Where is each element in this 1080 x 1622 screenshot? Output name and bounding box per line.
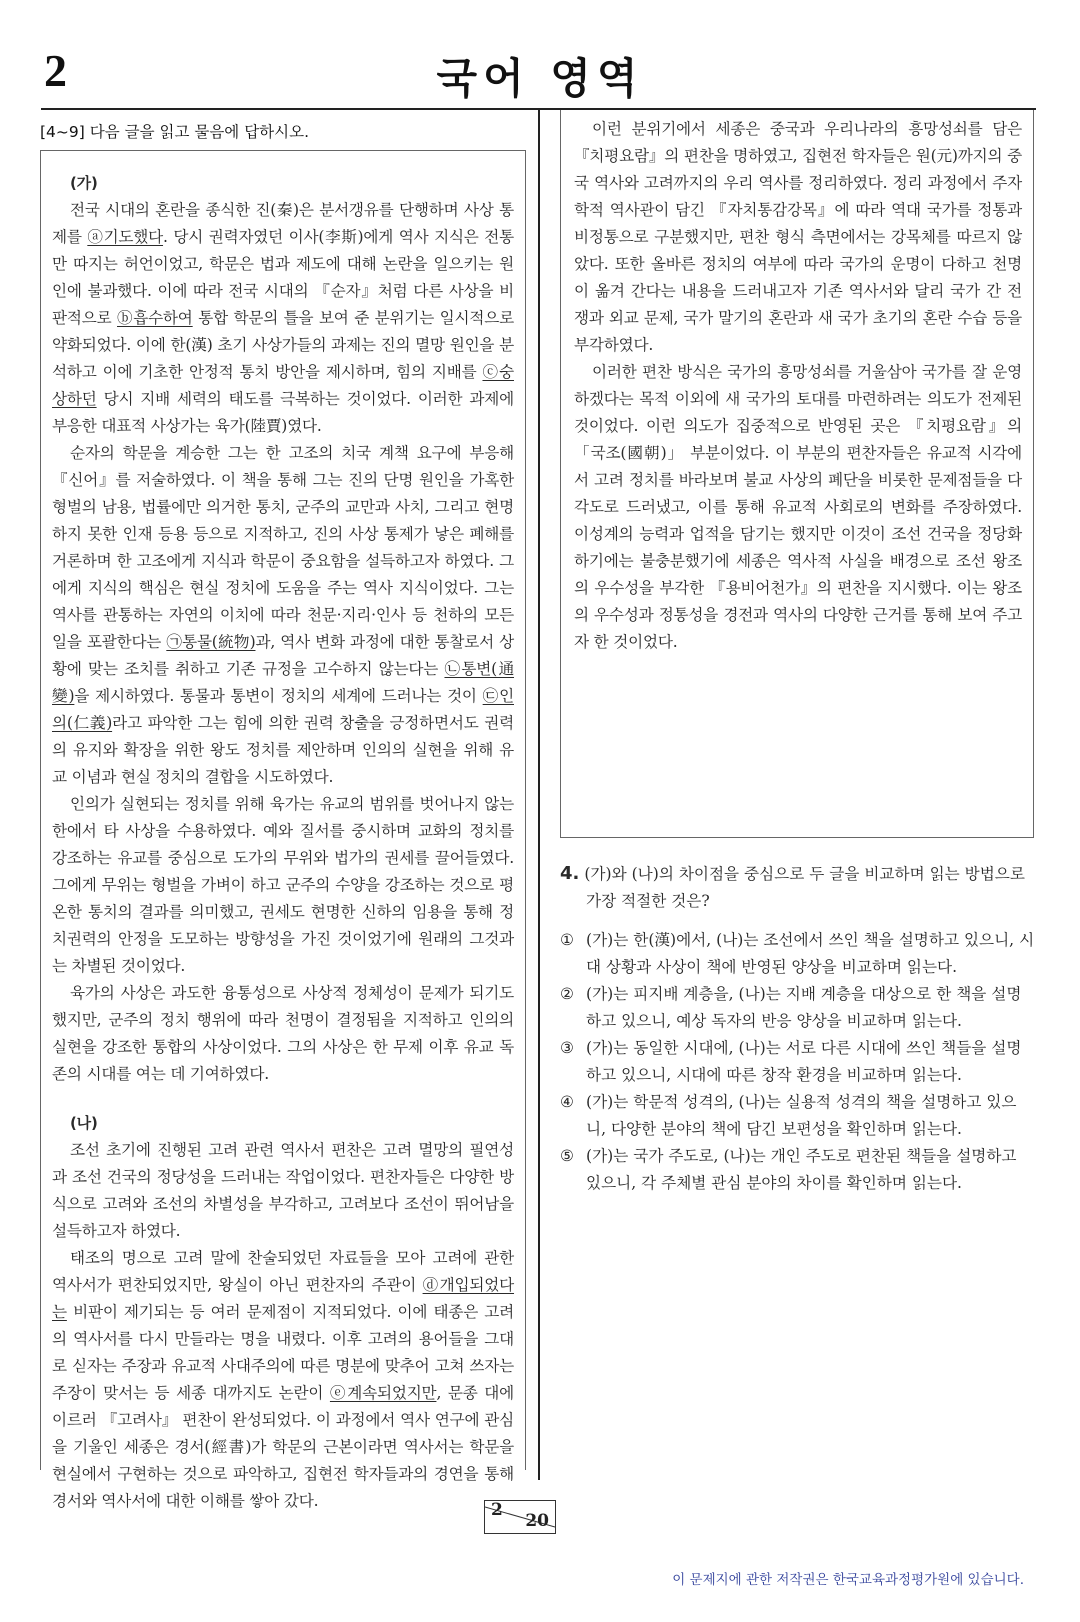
choice-5[interactable]: ⑤ (가)는 국가 주도로, (나)는 개인 주도로 편찬된 책들을 설명하고 있으니, 각 주체별 관심 분야의 차이를 확인하며 읽는다. xyxy=(560,1147,1017,1192)
answer-choices xyxy=(560,927,1036,1197)
copyright-notice: 이 문제지에 관한 저작권은 한국교육과정평가원에 있습니다. xyxy=(672,1572,1024,1588)
page-title: 국어 영역 xyxy=(436,54,644,103)
choice-2[interactable]: ② (가)는 피지배 계층을, (나)는 지배 계층을 대상으로 한 책을 설명하고 있으니, 예상 독자의 반응 양상을 비교하며 읽는다. xyxy=(560,985,1022,1030)
passage-na-paragraph-2-start: 태조의 명으로 고려 말에 찬술되었던 자료들을 모아 고려에 관한 역사서가 편찬되었지만, 왕실이 아닌 편찬자의 주관이 ⓓ개입되었다는 비판이 제기되는 등 여러 문제점이 지적되었다. 이에 태종은 고려의 역사서를 다시 만들라는 명을 내렸다. 이후 고려의 용어들을 그대로 싣자는 주장과 유교적 사대주의에 따른 명분에 맞추어 고쳐 쓰자는 주장이 맞서는 등 세종 대까지도 논란이 ⓔ계속되었지만, 문종 대에 이르러 『고려사』 편찬이 완성되었다. 이 과정에서 역사 연구에 관심을 기울인 세종은 경서(經書)가 학문의 근본이라면 역사서는 학문을 현실에서 구현하는 것으로 파악하고, 집현전 학자들과의 경연을 통해 경서와 역사서에 대한 이해를 쌓아 갔다. xyxy=(52,1249,515,1510)
underlined-inui: ㉢인의(仁義) xyxy=(52,687,514,732)
question-number: 4. xyxy=(560,863,580,884)
page-number: 2 xyxy=(44,45,67,96)
passage-ga-paragraph-4: 육가의 사상은 과도한 융통성으로 사상적 정체성이 문제가 되기도 했지만, 군주의 정치 행위에 따라 천명이 결정됨을 지적하고 인의의 실현을 강조한 통합의 사상이었다. 그의 사상은 한 무제 이후 유교 독존의 시대를 여는 데 기여하였다. xyxy=(52,984,514,1083)
passage-ga-paragraph-2: 순자의 학문을 계승한 그는 한 고조의 치국 계책 요구에 부응해 『신어』를 저술하였다. 이 책을 통해 그는 진의 단명 원인을 가혹한 형벌의 남용, 법률에만 의거한 통치, 군주의 교만과 사치, 그리고 현명하지 못한 인재 등용 등으로 지적하고, 진의 사상 통제가 낳은 폐해를 거론하며 한 고조에게 지식과 학문이 중요함을 설득하고자 하였다. 그에게 지식의 핵심은 현실 정치에 도움을 주는 역사 지식이었다. 그는 역사를 관통하는 자연의 이치에 따라 천문·지리·인사 등 천하의 모든 일을 포괄한다는 ㉠통물(統物)과, 역사 변화 과정에 대한 통찰로서 상황에 맞는 조치를 취하고 기존 규정을 고수하지 않는다는 ㉡통변(通變)을 제시하였다. 통물과 통변이 정치의 세계에 드러나는 것이 ㉢인의(仁義)라고 파악한 그는 힘에 의한 권력 창출을 긍정하면서도 권력의 유지와 확장을 위한 왕도 정치를 제안하며 인의의 실현을 위해 유교 이념과 현실 정치의 결합을 시도하였다. xyxy=(52,444,515,786)
choice-1[interactable]: ① (가)는 한(漢)에서, (나)는 조선에서 쓰인 책을 설명하고 있으니, 시대 상황과 사상이 책에 반영된 양상을 비교하며 읽는다. xyxy=(560,931,1035,976)
underlined-d: ⓓ개입되었다는 xyxy=(52,1276,515,1321)
pager-current: 2 xyxy=(491,1500,503,1520)
passage-left-column xyxy=(52,170,514,1515)
passage-ga-paragraph-1: 전국 시대의 혼란을 종식한 진(秦)은 분서갱유를 단행하며 사상 통제를 ⓐ기도했다. 당시 권력자였던 이사(李斯)에게 역사 지식은 전통만 따지는 허언이었고, 학문은 법과 제도에 대해 논란을 일으키는 원인에 불과했다. 이에 따라 전국 시대의 『순자』처럼 다른 사상을 비판적으로 ⓑ흡수하여 통합 학문의 틀을 보여 준 분위기는 일시적으로 약화되었다. 이에 한(漢) 초기 사상가들의 과제는 진의 멸망 원인을 분석하고 이에 기초한 안정적 통치 방안을 제시하며, 힘의 지배를 ⓒ숭상하던 당시 지배 세력의 태도를 극복하는 것이었다. 이러한 과제에 부응한 대표적 사상가는 육가(陸賈)였다. xyxy=(52,201,514,435)
passage-right-column xyxy=(574,116,1022,656)
pager-total: 20 xyxy=(525,1511,549,1531)
passage-ga-label: (가) xyxy=(70,174,98,192)
passage-na-paragraph-3: 이런 분위기에서 세종은 중국과 우리나라의 흥망성쇠를 담은 『치평요람』의 편찬을 명하였고, 집현전 학자들은 원(元)까지의 중국 역사와 고려까지의 우리 역사를 정리하였다. 정리 과정에서 주자학적 역사관이 담긴 『자치통감강목』에 따라 역대 국가를 정통과 비정통으로 구분했지만, 편찬 형식 측면에서는 강목체를 따르지 않았다. 또한 올바른 정치의 여부에 따라 국가의 운명이 다하고 천명이 옮겨 간다는 내용을 드러내고자 기존 역사서와 달리 국가 간 전쟁과 외교 문제, 국가 말기의 혼란과 새 국가 초기의 혼란 수습 등을 부각하였다. xyxy=(574,120,1022,354)
question-stem: 4. (가)와 (나)의 차이점을 중심으로 두 글을 비교하며 읽는 방법으로 가장 적절한 것은? xyxy=(560,863,1025,910)
page-indicator xyxy=(484,1500,556,1534)
column-divider xyxy=(538,110,540,1480)
question-group-instruction: [4~9] 다음 글을 읽고 물음에 답하시오. xyxy=(40,123,310,141)
choice-3[interactable]: ③ (가)는 동일한 시대에, (나)는 서로 다른 시대에 쓰인 책들을 설명하고 있으니, 시대에 따른 창작 환경을 비교하며 읽는다. xyxy=(560,1039,1022,1084)
underlined-e: ⓔ계속되었지만 xyxy=(329,1384,437,1402)
passage-na-paragraph-1: 조선 초기에 진행된 고려 관련 역사서 편찬은 고려 멸망의 필연성과 조선 건국의 정당성을 드러내는 작업이었다. 편찬자들은 다양한 방식으로 고려와 조선의 차별성을 부각하고, 고려보다 조선이 뛰어남을 설득하고자 하였다. xyxy=(52,1141,514,1240)
underlined-tongmul: ㉠통물(統物) xyxy=(166,633,256,651)
choice-4[interactable]: ④ (가)는 학문적 성격의, (나)는 실용적 성격의 책을 설명하고 있으니, 다양한 분야의 책에 담긴 보편성을 확인하며 읽는다. xyxy=(560,1093,1017,1138)
underlined-tongbyeon: ㉡통변(通變) xyxy=(52,660,515,705)
underlined-a: ⓐ기도했다 xyxy=(87,228,164,246)
underlined-c: ⓒ숭상하던 xyxy=(52,363,514,408)
passage-na-label: (나) xyxy=(70,1114,98,1132)
passage-na-paragraph-4: 이러한 편찬 방식은 국가의 흥망성쇠를 거울삼아 국가를 잘 운영하겠다는 목적 이외에 새 국가의 토대를 마련하려는 의도가 전제된 것이었다. 이런 의도가 집중적으로 반영된 곳은 『치평요람』의 「국조(國朝)」 부분이었다. 이 부분의 편찬자들은 유교적 시각에서 고려 정치를 바라보며 불교 사상의 폐단을 비롯한 문제점들을 다각도로 드러냈고, 이를 통해 유교적 사회로의 변화를 주장하였다. 이성계의 능력과 업적을 담기는 했지만 이것이 조선 건국을 정당화하기에는 불충분했기에 세종은 역사적 사실을 배경으로 조선 왕조의 우수성을 부각한 『용비어천가』의 편찬을 지시했다. 이는 왕조의 우수성과 정통성을 경전과 역사의 다양한 근거를 통해 보여 주고자 한 것이었다. xyxy=(574,363,1022,651)
passage-ga-paragraph-3: 인의가 실현되는 정치를 위해 육가는 유교의 범위를 벗어나지 않는 한에서 타 사상을 수용하였다. 예와 질서를 중시하며 교화의 정치를 강조하는 유교를 중심으로 도가의 무위와 법가의 권세를 끌어들였다. 그에게 무위는 형벌을 가벼이 하고 군주의 수양을 강조하는 것으로 평온한 통치의 결과를 의미했고, 권세도 현명한 신하의 임용을 통해 정치권력의 안정을 도모하는 방향성을 가진 것이었기에 원래의 그것과는 차별된 것이었다. xyxy=(52,795,514,975)
underlined-b: ⓑ흡수하여 xyxy=(117,309,193,327)
question-4 xyxy=(560,860,1036,1197)
